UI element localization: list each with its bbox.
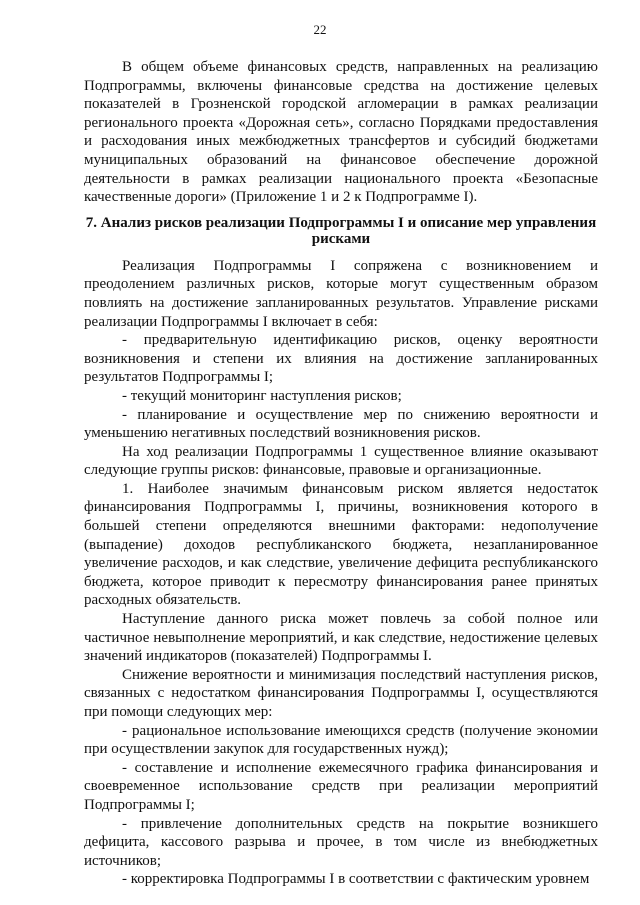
list-item: - предварительную идентификацию рисков, оценку вероятности возникновения и степени их влияния на достижение запланированных результатов Подпрограммы I;: [84, 332, 598, 386]
paragraph: На ход реализации Подпрограммы 1 существенное влияние оказывают следующие группы рисков: финансовые, правовые и организационные.: [84, 443, 598, 479]
section-heading: 7. Анализ рисков реализации Подпрограммы I и описание мер управления рисками: [85, 214, 597, 247]
document-body: [84, 58, 598, 889]
page-number: 22: [313, 22, 327, 37]
intro-paragraph: В общем объеме финансовых средств, направленных на реализацию Подпрограммы, включены финансовые средства на достижение целевых показателей в Грозненской городской агломерации в рамках реализации регионального проекта «Дорожная сеть», согласно Порядками предоставления и расходования иных межбюджетных трансфертов и субсидий бюджетами муниципальных образований на финансовое обеспечение дорожной деятельности в рамках реализации национального проекта «Безопасные качественные дороги» (Приложение 1 и 2 к Подпрограмме I).: [84, 59, 598, 206]
paragraph: 1. Наиболее значимым финансовым риском является недостаток финансирования Подпрограммы I, причины, возникновения которого в большей степени определяются внешними факторами: недополучение (выпадение) доходов республиканского бюджета, незапланированное увеличение расходов, и как следствие, увеличение дефицита республиканского бюджета, которое приводит к пересмотру финансирования ранее принятых расходных обязательств.: [84, 480, 598, 609]
list-item: - планирование и осуществление мер по снижению вероятности и уменьшению негативных последствий возникновения рисков.: [84, 406, 598, 442]
list-item: - рациональное использование имеющихся средств (получение экономии при осуществлении закупок для государственных нужд);: [84, 722, 598, 758]
paragraph: Снижение вероятности и минимизация последствий наступления рисков, связанных с недостатком финансирования Подпрограммы I, осуществляются при помощи следующих мер:: [84, 666, 598, 720]
paragraph: Реализация Подпрограммы I сопряжена с возникновением и преодолением различных рисков, которые могут существенным образом повлиять на достижение запланированных результатов. Управление рисками реализации Подпрограммы I включает в себя:: [84, 257, 598, 330]
list-item: - составление и исполнение ежемесячного графика финансирования и своевременное использование средств при реализации мероприятий Подпрограммы I;: [84, 759, 598, 813]
paragraph: Наступление данного риска может повлечь за собой полное или частичное невыполнение мероприятий, и как следствие, недостижение целевых значений индикаторов (показателей) Подпрограммы I.: [84, 611, 598, 665]
list-item: - привлечение дополнительных средств на покрытие возникшего дефицита, кассового разрыва и прочее, в том числе из внебюджетных источников;: [84, 815, 598, 869]
list-item: - текущий мониторинг наступления рисков;: [122, 387, 402, 404]
list-item: - корректировка Подпрограммы I в соответствии с фактическим уровнем: [122, 871, 590, 888]
